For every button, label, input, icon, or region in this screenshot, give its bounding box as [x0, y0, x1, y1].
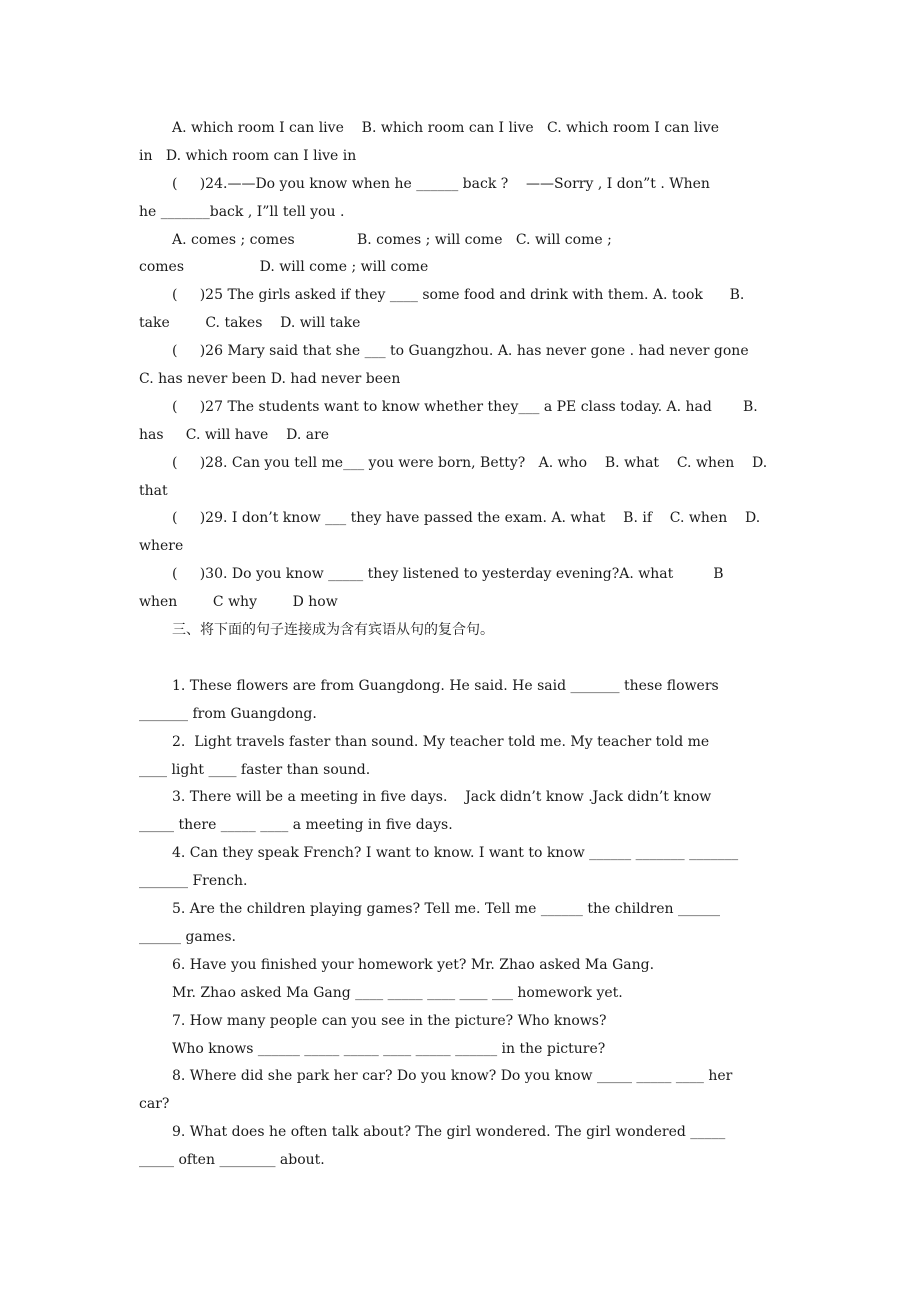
text-line: he _______back , I”ll tell you . [139, 203, 345, 220]
text-line: _____ often ________ about. [139, 1152, 325, 1169]
text-line: _______ French. [139, 873, 248, 890]
text-line: that [139, 482, 168, 499]
text-line: take C. takes D. will take [139, 315, 361, 332]
text-line: ______ games. [139, 928, 236, 945]
text-line: has C. will have D. are [139, 426, 330, 443]
text-line: ( )28. Can you tell me___ you were born, Betty? A. who B. what C. when D. [172, 454, 768, 471]
text-line: ( )26 Mary said that she ___ to Guangzhou. A. has never gone . had never gone [172, 343, 749, 360]
text-line: Who knows ______ _____ _____ ____ _____ ______ in the picture? [172, 1040, 606, 1057]
text-line: ____ light ____ faster than sound. [139, 761, 371, 778]
text-line: Mr. Zhao asked Ma Gang ____ _____ ____ ____ ___ homework yet. [172, 984, 623, 1001]
text-line: 5. Are the children playing games? Tell me. Tell me ______ the children ______ [172, 901, 720, 918]
text-line: comes D. will come ; will come [139, 259, 429, 276]
text-line: _______ from Guangdong. [139, 705, 317, 722]
text-line: 8. Where did she park her car? Do you know? Do you know _____ _____ ____ her [172, 1068, 733, 1085]
text-line: C. has never been D. had never been [139, 371, 401, 388]
text-line: 1. These flowers are from Guangdong. He said. He said _______ these flowers [172, 677, 719, 694]
text-line: _____ there _____ ____ a meeting in five days. [139, 817, 453, 834]
text-line: car? [139, 1096, 170, 1113]
text-line: A. comes ; comes B. comes ; will come C. will come ; [172, 231, 612, 248]
text-line: in D. which room can I live in [139, 147, 357, 164]
text-line: A. which room I can live B. which room can I live C. which room I can live [172, 120, 719, 136]
text-line: where [139, 538, 184, 555]
text-line: ( )30. Do you know _____ they listened to yesterday evening?A. what B [172, 566, 724, 583]
text-line: ( )29. I don’t know ___ they have passed the exam. A. what B. if C. when D. [172, 510, 761, 527]
text-line: ( )25 The girls asked if they ____ some food and drink with them. A. took B. [172, 287, 745, 304]
document-body [139, 115, 815, 1175]
text-line: 2. Light travels faster than sound. My teacher told me. My teacher told me [172, 733, 710, 750]
section-heading: 三、将下面的句子连接成为含有宾语从句的复合句。 [172, 622, 494, 639]
text-line: 9. What does he often talk about? The girl wondered. The girl wondered _____ [172, 1124, 726, 1141]
text-line: 4. Can they speak French? I want to know. I want to know ______ _______ _______ [172, 845, 739, 862]
text-line: 6. Have you finished your homework yet? Mr. Zhao asked Ma Gang. [172, 956, 655, 973]
text-line: ( )24.——Do you know when he ______ back ? ——Sorry , I don”t . When [172, 175, 710, 192]
text-line: 3. There will be a meeting in five days. Jack didn’t know .Jack didn’t know [172, 789, 712, 806]
text-line: when C why D how [139, 594, 338, 611]
text-line: 7. How many people can you see in the picture? Who knows? [172, 1012, 607, 1029]
text-line: ( )27 The students want to know whether they___ a PE class today. A. had B. [172, 398, 758, 415]
